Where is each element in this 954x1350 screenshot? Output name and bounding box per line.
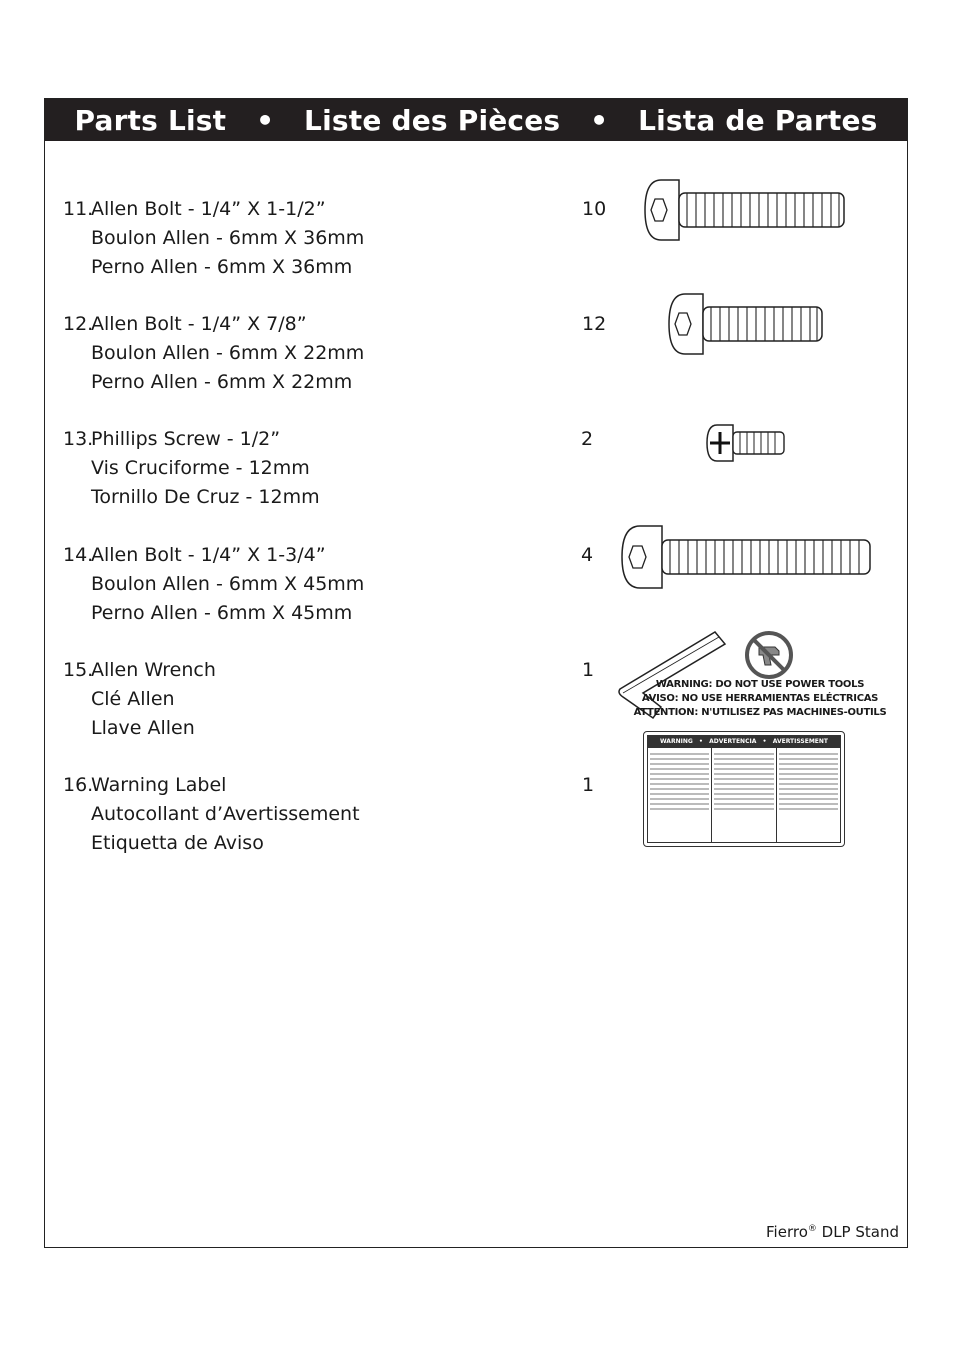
part-name-es: Etiquetta de Aviso [91,832,264,854]
parts-list-frame [44,98,908,1248]
power-tools-warning-fr: ATTENTION: N'UTILISEZ PAS MACHINES-OUTILS [633,707,887,718]
allen-bolt-icon [643,177,853,243]
part-name-en: Phillips Screw - 1/2” [91,428,281,450]
brand-name: Fierro [766,1223,808,1241]
allen-bolt-icon [620,523,875,591]
part-name-en: Allen Bolt - 1/4” X 1-1/2” [91,198,326,220]
part-quantity: 1 [582,774,595,796]
part-name-fr: Clé Allen [91,688,175,710]
part-number: 14. [63,544,94,566]
registered-mark: ® [807,1224,817,1234]
part-name-es: Llave Allen [91,717,195,739]
part-quantity: 4 [581,544,594,566]
part-quantity: 2 [581,428,594,450]
product-name: DLP Stand [816,1223,899,1241]
phillips-screw-icon [705,422,790,464]
no-power-tools-icon [743,629,795,681]
power-tools-warning-es: AVISO: NO USE HERRAMIENTAS ELÉCTRICAS [641,693,879,704]
part-quantity: 10 [582,198,607,220]
part-name-en: Allen Wrench [91,659,216,681]
part-item-12 [63,310,364,397]
part-item-16 [63,771,360,858]
warning-label-header: WARNING • ADVERTENCIA • AVERTISSEMENT [648,736,840,748]
part-number: 12. [63,313,94,335]
part-name-fr: Boulon Allen - 6mm X 45mm [91,573,365,595]
allen-bolt-icon [667,291,827,357]
part-name-es: Perno Allen - 6mm X 22mm [91,371,353,393]
part-name-fr: Vis Cruciforme - 12mm [91,457,310,479]
part-name-en: Allen Bolt - 1/4” X 7/8” [91,313,307,335]
part-number: 16. [63,774,94,796]
part-number: 15. [63,659,94,681]
part-name-es: Perno Allen - 6mm X 36mm [91,256,353,278]
warning-label-icon [643,731,845,847]
parts-list-header [45,99,907,141]
part-name-es: Tornillo De Cruz - 12mm [91,486,320,508]
part-name-es: Perno Allen - 6mm X 45mm [91,602,353,624]
part-name-en: Warning Label [91,774,227,796]
part-name-fr: Boulon Allen - 6mm X 36mm [91,227,365,249]
part-name-fr: Boulon Allen - 6mm X 22mm [91,342,365,364]
page-title: Parts List • Liste des Pièces • Lista de Partes [74,103,878,137]
part-quantity: 12 [582,313,607,335]
part-item-14 [63,541,364,628]
part-item-11 [63,195,364,282]
part-item-15 [63,656,216,743]
power-tools-warning-en: WARNING: DO NOT USE POWER TOOLS [655,679,865,690]
footer-product-name [766,1223,899,1241]
part-name-fr: Autocollant d’Avertissement [91,803,360,825]
part-quantity: 1 [582,659,595,681]
part-item-13 [63,425,320,512]
part-number: 11. [63,198,94,220]
part-name-en: Allen Bolt - 1/4” X 1-3/4” [91,544,326,566]
part-number: 13. [63,428,94,450]
